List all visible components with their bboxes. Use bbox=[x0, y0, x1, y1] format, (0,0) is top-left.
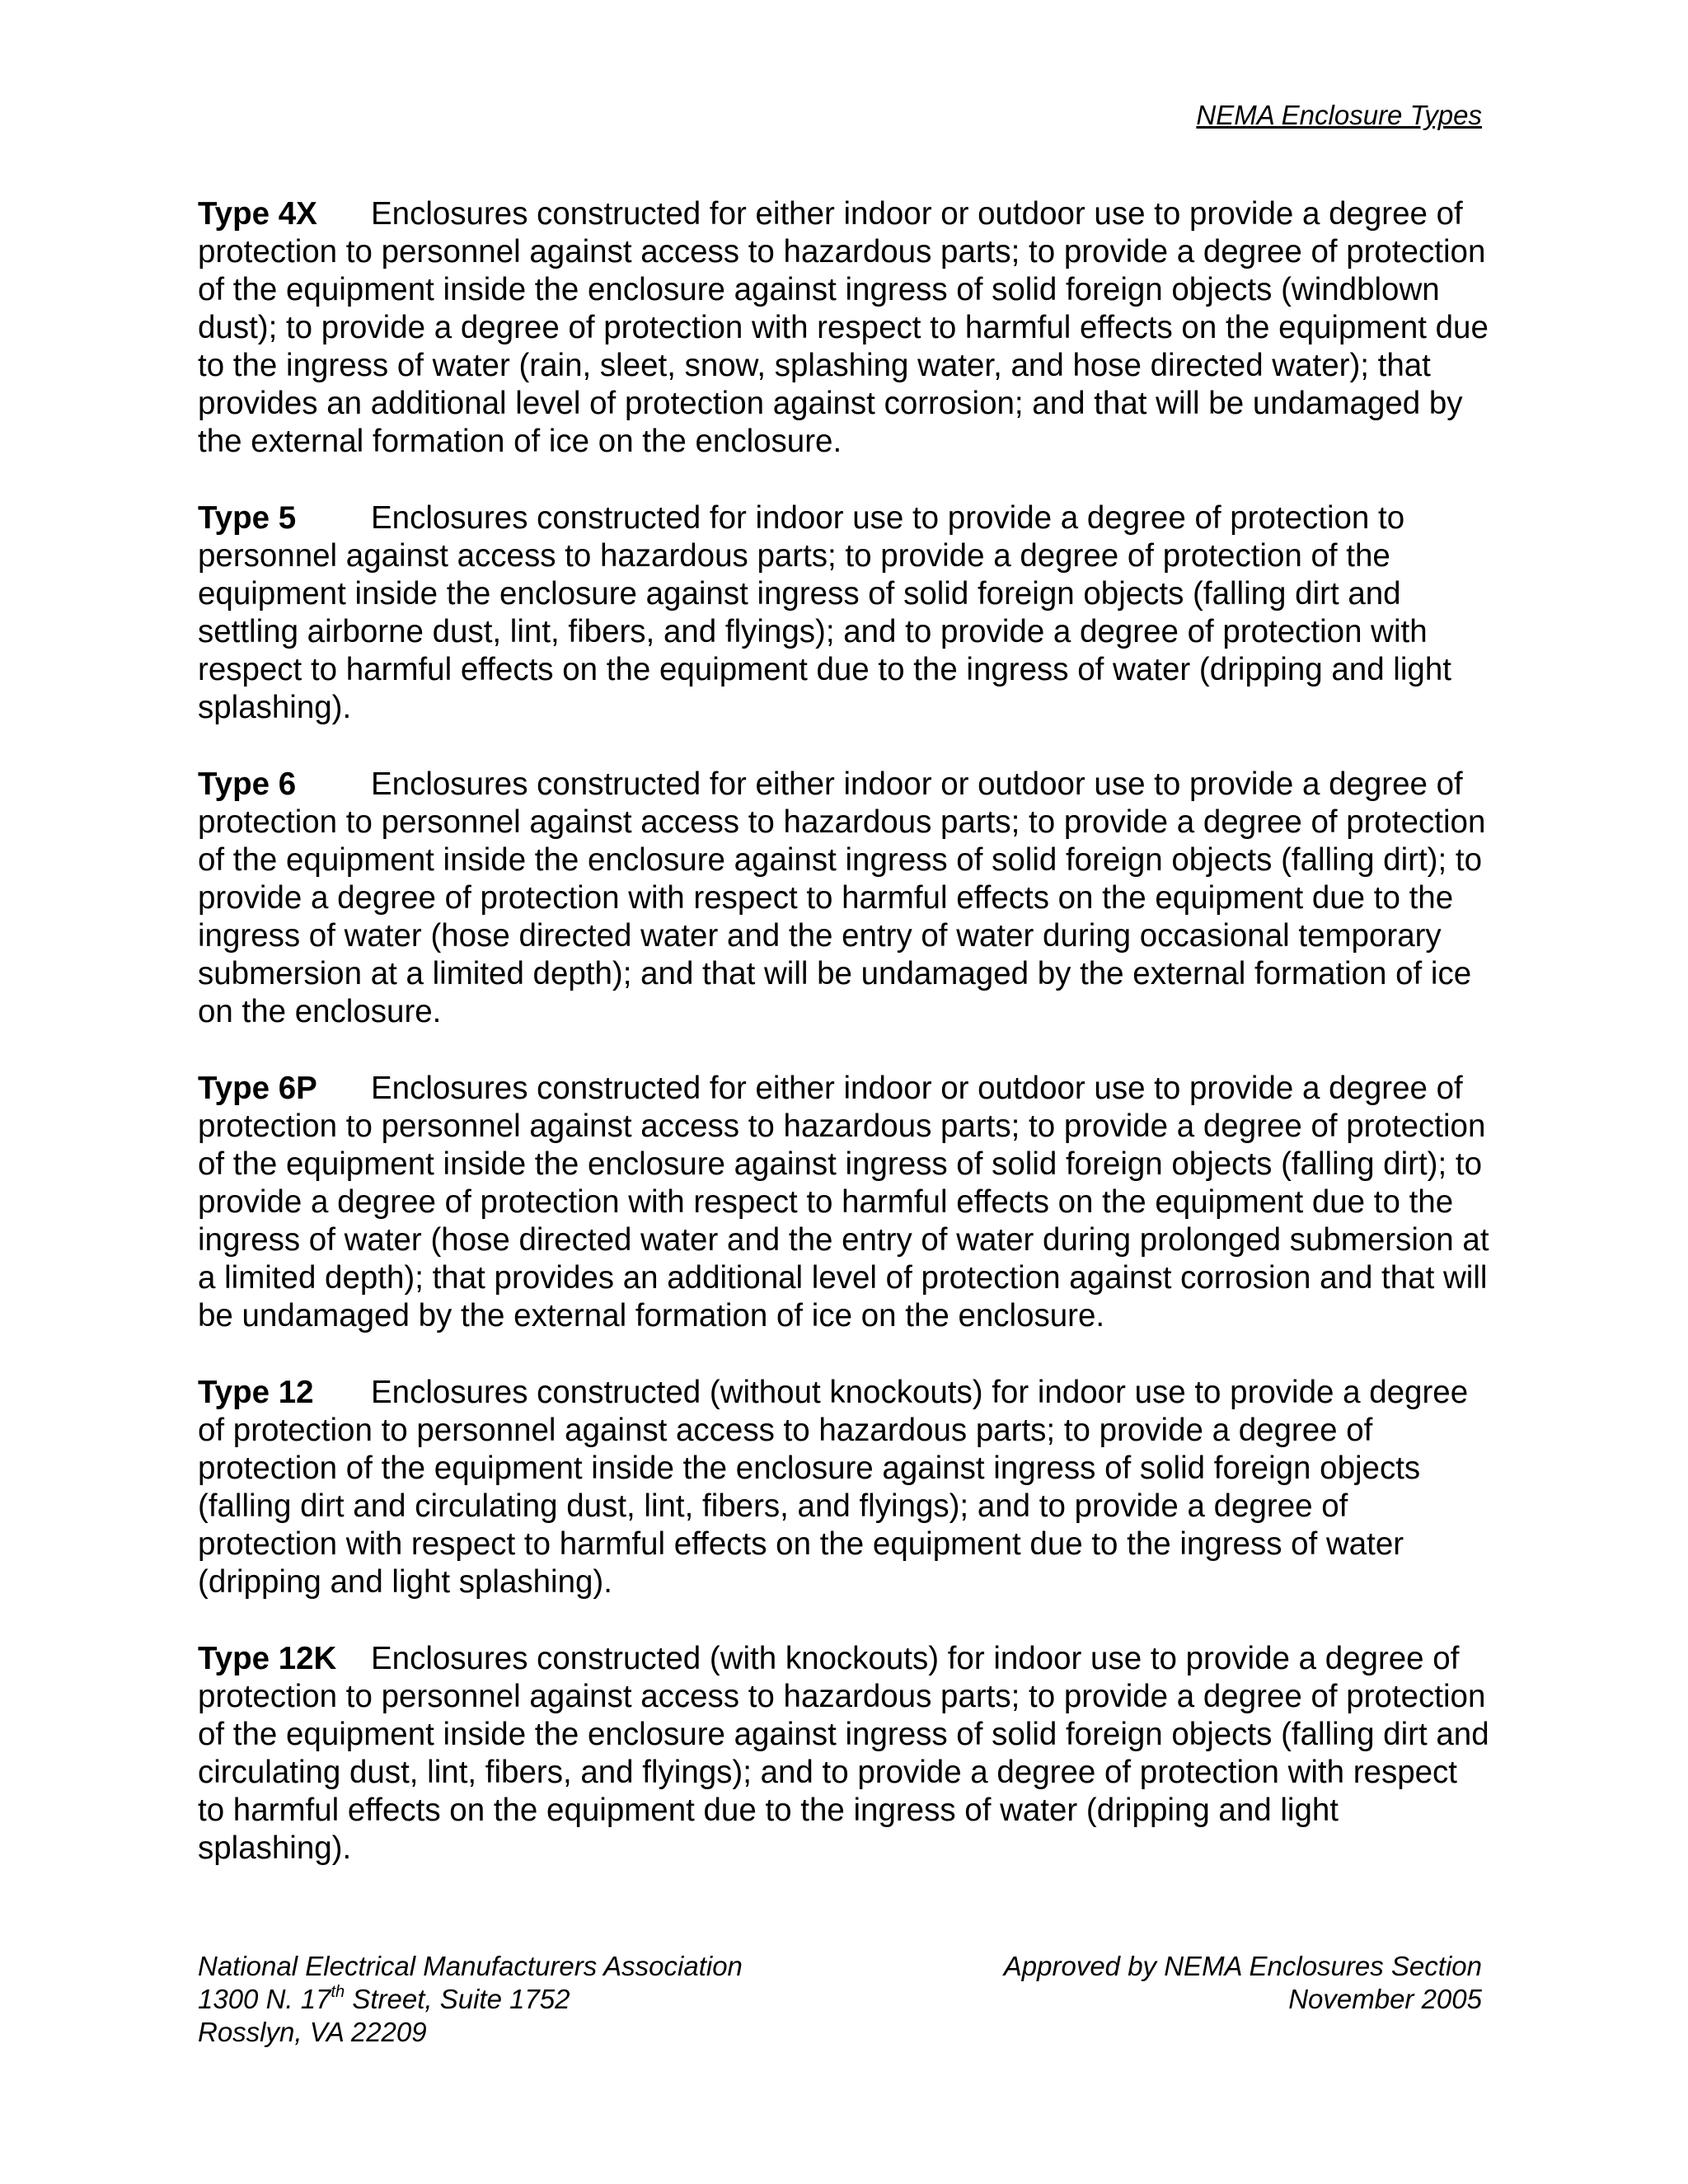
footer-city: Rosslyn, VA 22209 bbox=[198, 2017, 427, 2047]
type-description: Enclosures constructed for indoor use to provide a degree of protection to personnel against access to hazardous parts; to provide a degree of protection of the equipment inside the enclosure against ingress of solid foreign objects (falling dirt and settling airborne dust, lint, fibers, and flyings); and to provide a degree of protection with respect to harmful effects on the equipment due to the ingress of water (dripping and light splashing). bbox=[198, 500, 1451, 725]
type-description: Enclosures constructed for either indoor or outdoor use to provide a degree of protection to personnel against access to hazardous parts; to provide a degree of protection of the equipment inside the enclosure against ingress of solid foreign objects (falling dirt); to provide a degree of protection with respect to harmful effects on the equipment due to the ingress of water (hose directed water and the entry of water during prolonged submersion at a limited depth); that provides an additional level of protection against corrosion and that will be undamaged by the external formation of ice on the enclosure. bbox=[198, 1071, 1489, 1333]
type-entry-5 bbox=[198, 499, 1492, 727]
type-entry-12 bbox=[198, 1374, 1492, 1601]
type-label: Type 4X bbox=[198, 196, 317, 232]
enclosure-type-list bbox=[198, 195, 1492, 1868]
footer-approval: Approved by NEMA Enclosures Section bbox=[1003, 1951, 1482, 1981]
footer-date: November 2005 bbox=[1288, 1984, 1482, 2014]
footer-street-number: 1300 N. 17 bbox=[198, 1984, 331, 2014]
type-label: Type 12K bbox=[198, 1641, 337, 1676]
type-label: Type 5 bbox=[198, 500, 297, 536]
type-entry-4x bbox=[198, 195, 1492, 461]
type-label: Type 12 bbox=[198, 1375, 314, 1410]
type-label: Type 6P bbox=[198, 1071, 317, 1106]
type-label: Type 6 bbox=[198, 766, 297, 802]
type-entry-6p bbox=[198, 1070, 1492, 1335]
type-description: Enclosures constructed (with knockouts) for indoor use to provide a degree of protection to personnel against access to hazardous parts; to provide a degree of protection of the equipment inside the enclosure against ingress of solid foreign objects (falling dirt and circulating dust, lint, fibers, and flyings); and to provide a degree of protection with respect to harmful effects on the equipment due to the ingress of water (dripping and light splashing). bbox=[198, 1641, 1489, 1866]
footer-address bbox=[198, 1950, 743, 2049]
footer-street bbox=[198, 1983, 743, 2016]
running-header: NEMA Enclosure Types bbox=[1196, 100, 1482, 130]
footer-street-rest: Street, Suite 1752 bbox=[345, 1984, 570, 2014]
type-description: Enclosures constructed for either indoor or outdoor use to provide a degree of protection to personnel against access to hazardous parts; to provide a degree of protection of the equipment inside the enclosure against ingress of solid foreign objects (windblown dust); to provide a degree of protection with respect to harmful effects on the equipment due to the ingress of water (rain, sleet, snow, splashing water, and hose directed water); that provides an additional level of protection against corrosion; and that will be undamaged by the external formation of ice on the enclosure. bbox=[198, 196, 1489, 459]
type-description: Enclosures constructed for either indoor or outdoor use to provide a degree of protection to personnel against access to hazardous parts; to provide a degree of protection of the equipment inside the enclosure against ingress of solid foreign objects (falling dirt); to provide a degree of protection with respect to harmful effects on the equipment due to the ingress of water (hose directed water and the entry of water during occasional temporary submersion at a limited depth); and that will be undamaged by the external formation of ice on the enclosure. bbox=[198, 766, 1486, 1029]
type-description: Enclosures constructed (without knockouts) for indoor use to provide a degree of protection to personnel against access to hazardous parts; to provide a degree of protection of the equipment inside the enclosure against ingress of solid foreign objects (falling dirt and circulating dust, lint, fibers, and flyings); and to provide a degree of protection with respect to harmful effects on the equipment due to the ingress of water (dripping and light splashing). bbox=[198, 1375, 1469, 1600]
type-entry-6 bbox=[198, 766, 1492, 1031]
type-entry-12k bbox=[198, 1640, 1492, 1868]
footer-organization: National Electrical Manufacturers Association bbox=[198, 1951, 743, 1981]
footer-street-superscript: th bbox=[331, 1983, 345, 2001]
footer-approval-block bbox=[1004, 1950, 1482, 2016]
